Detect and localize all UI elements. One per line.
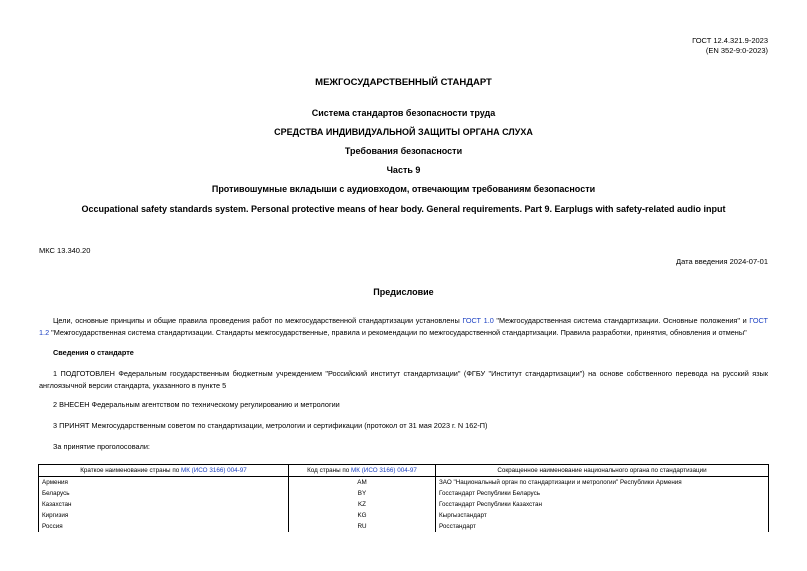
gost-1-2-link[interactable]: ГОСТ 1.2 — [39, 316, 768, 337]
cell-body: Госстандарт Республики Беларусь — [436, 488, 769, 499]
preface-text-c: "Межгосударственная система стандартизации. Стандарты межгосударственные, правила и рекомендации по межгосударственной стандартизации. Правила разработки, принятия, обновления и отмены" — [49, 327, 747, 337]
table-header-row — [39, 465, 769, 477]
cell-country: Россия — [39, 521, 289, 532]
gost-code: ГОСТ 12.4.321.9-2023 — [692, 36, 768, 45]
means-title: СРЕДСТВА ИНДИВИДУАЛЬНОЙ ЗАЩИТЫ ОРГАНА СЛУХА — [274, 127, 533, 137]
item-prepared: 1 ПОДГОТОВЛЕН Федеральным государственным бюджетным учреждением "Российский институт стандартизации" (ФГБУ "Институт стандартизации") на основе собственного перевода на русский язык англоязычной версии стандарта, указанного в пункте 5 — [39, 369, 768, 390]
english-title: Occupational safety standards system. Personal protective means of hear body. General requirements. Part 9. Earplugs with safety-related audio input — [81, 204, 726, 214]
preface-heading: Предисловие — [373, 287, 434, 297]
header-code — [289, 465, 436, 477]
approval-table — [38, 464, 769, 532]
subject-title: Противошумные вкладыши с аудиовходом, отвечающим требованиям безопасности — [211, 184, 596, 194]
header-body: Сокращенное наименование национального органа по стандартизации — [436, 465, 769, 477]
cell-body: Кыргызстандарт — [436, 510, 769, 521]
cell-country: Армения — [39, 477, 289, 489]
item-introduced: 2 ВНЕСЕН Федеральным агентством по техническому регулированию и метрологии — [53, 400, 340, 409]
header-code-text: Код страны по — [307, 467, 352, 474]
cell-body: Госстандарт Республики Казахстан — [436, 499, 769, 510]
table-row — [39, 521, 769, 532]
mk-iso-link-1[interactable]: МК (ИСО 3166) 004-97 — [180, 467, 247, 474]
cell-code: RU — [289, 521, 436, 532]
preface-paragraph — [39, 315, 768, 338]
cell-code: KZ — [289, 499, 436, 510]
header-country — [39, 465, 289, 477]
table-row — [39, 499, 769, 510]
table-row — [39, 510, 769, 521]
en-code: (EN 352-9:0-2023) — [705, 46, 768, 55]
cell-code: BY — [289, 488, 436, 499]
preface-text-a: Цели, основные принципы и общие правила проведения работ по межгосударственной стандартизации установлены — [53, 316, 463, 325]
requirements-title: Требования безопасности — [344, 146, 463, 156]
header-country-text: Краткое наименование страны по — [80, 467, 181, 474]
preface-text-b: "Межгосударственная система стандартизации. Основные положения" и — [493, 316, 750, 325]
mks-code: МКС 13.340.20 — [39, 246, 91, 255]
cell-body: ЗАО "Национальный орган по стандартизации и метрологии" Республики Армения — [436, 477, 769, 489]
cell-country: Казахстан — [39, 499, 289, 510]
cell-country: Киргизия — [39, 510, 289, 521]
part-title: Часть 9 — [386, 165, 421, 175]
intro-date: Дата введения 2024-07-01 — [676, 257, 768, 266]
cell-body: Росстандарт — [436, 521, 769, 532]
mk-iso-link-2[interactable]: МК (ИСО 3166) 004-97 — [351, 467, 417, 474]
document-code-block — [692, 36, 768, 56]
table-row — [39, 477, 769, 489]
interstate-title: МЕЖГОСУДАРСТВЕННЫЙ СТАНДАРТ — [315, 77, 492, 88]
voted-label: За принятие проголосовали: — [53, 442, 150, 451]
cell-code: KG — [289, 510, 436, 521]
gost-1-0-link[interactable]: ГОСТ 1.0 — [462, 316, 494, 325]
info-heading: Сведения о стандарте — [53, 348, 134, 357]
cell-country: Беларусь — [39, 488, 289, 499]
table-row — [39, 488, 769, 499]
cell-code: AM — [289, 477, 436, 489]
item-adopted: 3 ПРИНЯТ Межгосударственным советом по стандартизации, метрологии и сертификации (протокол от 31 мая 2023 г. N 162-П) — [53, 421, 488, 430]
system-title: Система стандартов безопасности труда — [311, 108, 496, 118]
